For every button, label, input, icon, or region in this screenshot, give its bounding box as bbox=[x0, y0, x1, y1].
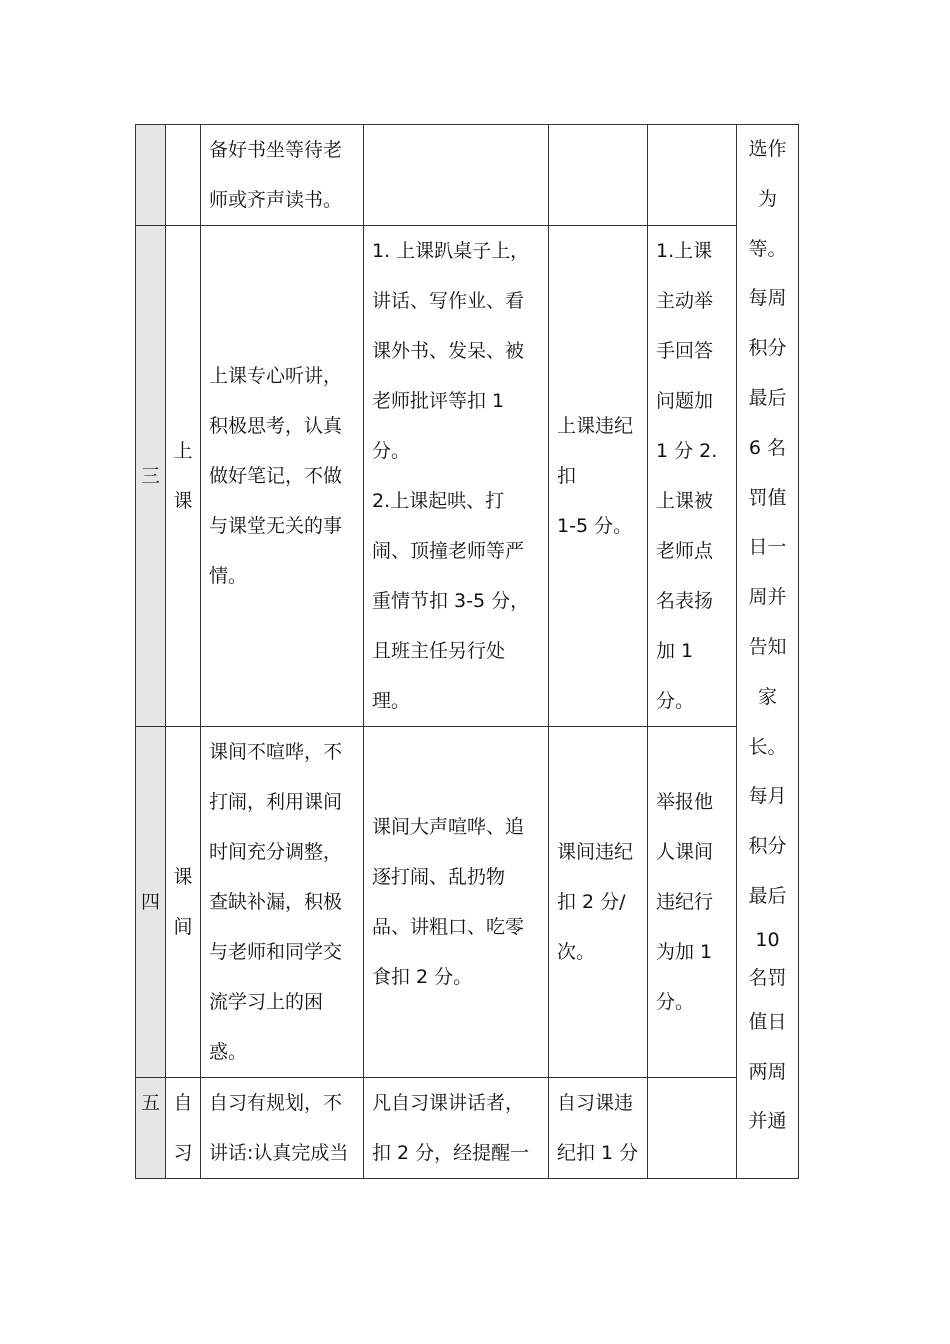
text-line: 最后 bbox=[748, 386, 787, 409]
text-line: 名表扬 bbox=[656, 590, 714, 612]
category-char: 课 bbox=[173, 490, 193, 512]
table-row-continuation bbox=[136, 125, 799, 226]
category-cell bbox=[166, 226, 201, 727]
bonus-cell bbox=[648, 226, 737, 727]
text-line: 分。 bbox=[656, 991, 695, 1013]
penalty-cell bbox=[549, 125, 648, 226]
text-line: 师或齐声读书。 bbox=[209, 189, 343, 211]
penalty-cell bbox=[549, 727, 648, 1078]
row-number-cell bbox=[136, 226, 166, 727]
text-line: 课间大声喧哗、追 bbox=[372, 816, 525, 838]
text-line: 逐打闹、乱扔物 bbox=[372, 866, 506, 888]
text-line: 讲话:认真完成当 bbox=[209, 1142, 349, 1164]
text-line: 值日 bbox=[748, 1010, 787, 1033]
text-line: 1 分 2. bbox=[656, 440, 718, 462]
deduction-cell bbox=[364, 1078, 549, 1179]
bonus-cell bbox=[648, 1078, 737, 1179]
text-line: 课间不喧哗，不 bbox=[209, 741, 343, 763]
text-line: 惑。 bbox=[209, 1041, 248, 1063]
text-line: 6 名 bbox=[748, 436, 787, 459]
text-line: 做好笔记，不做 bbox=[209, 465, 343, 487]
text-line: 理。 bbox=[372, 690, 411, 712]
text-line: 每月 bbox=[748, 785, 787, 808]
deduction-cell bbox=[364, 727, 549, 1078]
text-line: 纪扣 1 分 bbox=[557, 1142, 639, 1164]
category-cell bbox=[166, 727, 201, 1078]
text-line: 时间充分调整， bbox=[209, 841, 343, 863]
text-line: 闹、顶撞老师等严 bbox=[372, 540, 525, 562]
text-line: 为加 1 bbox=[656, 941, 713, 963]
category-cell bbox=[166, 125, 201, 226]
text-line: 每周 bbox=[748, 287, 787, 310]
text-line: 周并 bbox=[748, 586, 787, 609]
requirement-cell bbox=[201, 1078, 364, 1179]
text-line: 最后 bbox=[748, 884, 787, 907]
text-line: 日一 bbox=[748, 536, 787, 559]
row-number: 五 bbox=[140, 1092, 160, 1114]
category-char: 课 bbox=[173, 866, 193, 888]
text-line: 问题加 bbox=[656, 390, 714, 412]
deduction-cell bbox=[364, 125, 549, 226]
row-number-cell bbox=[136, 727, 166, 1078]
text-line: 流学习上的困 bbox=[209, 991, 324, 1013]
summary-cell bbox=[737, 125, 799, 1179]
text-line: 分。 bbox=[656, 690, 695, 712]
text-line: 扣 2 分/ bbox=[557, 891, 626, 913]
category-char: 习 bbox=[173, 1142, 193, 1164]
requirement-cell bbox=[201, 226, 364, 727]
text-line: 罚值 bbox=[748, 486, 787, 509]
text-line: 选作 bbox=[748, 138, 787, 160]
text-line: 等。 bbox=[748, 237, 787, 260]
text-line: 上课被 bbox=[656, 490, 714, 512]
bonus-cell bbox=[648, 727, 737, 1078]
rules-table bbox=[135, 124, 799, 1179]
text-line: 扣 2 分，经提醒一 bbox=[372, 1142, 530, 1164]
text-line: 查缺补漏，积极 bbox=[209, 891, 343, 913]
text-line: 1-5 分。 bbox=[557, 515, 633, 537]
category-char: 自 bbox=[173, 1092, 193, 1114]
text-line: 食扣 2 分。 bbox=[372, 966, 473, 988]
text-line: 人课间 bbox=[656, 841, 714, 863]
row-number-cell bbox=[136, 125, 166, 226]
text-line: 打闹，利用课间 bbox=[209, 791, 343, 813]
text-line: 自习有规划，不 bbox=[209, 1092, 343, 1114]
table-row-break bbox=[136, 727, 799, 1078]
penalty-cell bbox=[549, 1078, 648, 1179]
table-row-self-study bbox=[136, 1078, 799, 1179]
text-line: 老师批评等扣 1 bbox=[372, 390, 505, 412]
text-line: 课外书、发呆、被 bbox=[372, 340, 525, 362]
text-line: 讲话、写作业、看 bbox=[372, 290, 525, 312]
text-line: 举报他 bbox=[656, 791, 714, 813]
text-line: 长。 bbox=[748, 735, 787, 758]
text-line: 1. 上课趴桌子上， bbox=[372, 240, 530, 262]
text-line: 1.上课 bbox=[656, 240, 713, 262]
text-line: 积极思考，认真 bbox=[209, 415, 343, 437]
text-line: 分。 bbox=[372, 440, 411, 462]
text-line: 告知 bbox=[748, 635, 787, 658]
category-char: 间 bbox=[173, 916, 193, 938]
text-line: 备好书坐等待老 bbox=[209, 139, 343, 161]
penalty-cell bbox=[549, 226, 648, 727]
text-line: 与老师和同学交 bbox=[209, 941, 343, 963]
text-line: 加 1 bbox=[656, 640, 694, 662]
text-line: 2.上课起哄、打 bbox=[372, 490, 505, 512]
text-line: 两周 bbox=[748, 1060, 787, 1083]
text-line: 次。 bbox=[557, 941, 596, 963]
text-line: 手回答 bbox=[656, 340, 714, 362]
text-line: 上课专心听讲， bbox=[209, 365, 343, 387]
text-line: 并通 bbox=[748, 1110, 787, 1133]
text-line: 为 bbox=[757, 187, 777, 210]
row-number-cell bbox=[136, 1078, 166, 1179]
text-line: 上课违纪 bbox=[557, 415, 634, 437]
table-row-class bbox=[136, 226, 799, 727]
text-line: 扣 bbox=[557, 465, 577, 487]
text-line: 积分 bbox=[748, 835, 787, 858]
text-line: 老师点 bbox=[656, 540, 714, 562]
category-cell bbox=[166, 1078, 201, 1179]
bonus-cell bbox=[648, 125, 737, 226]
category-char: 上 bbox=[173, 440, 193, 462]
text-line: 10 bbox=[755, 928, 780, 951]
text-line: 自习课违 bbox=[557, 1092, 634, 1114]
text-line: 名罚 bbox=[748, 966, 787, 989]
text-line: 课间违纪 bbox=[557, 841, 634, 863]
text-line: 且班主任另行处 bbox=[372, 640, 506, 662]
text-line: 家 bbox=[757, 685, 777, 708]
text-line: 主动举 bbox=[656, 290, 714, 312]
requirement-cell bbox=[201, 727, 364, 1078]
text-line: 积分 bbox=[748, 337, 787, 360]
text-line: 凡自习课讲话者， bbox=[372, 1092, 525, 1114]
text-line: 与课堂无关的事 bbox=[209, 515, 343, 537]
text-line: 重情节扣 3-5 分， bbox=[372, 590, 530, 612]
requirement-cell bbox=[201, 125, 364, 226]
text-line: 违纪行 bbox=[656, 891, 714, 913]
row-number: 四 bbox=[140, 891, 160, 913]
text-line: 品、讲粗口、吃零 bbox=[372, 916, 525, 938]
row-number: 三 bbox=[140, 465, 160, 487]
text-line: 情。 bbox=[209, 565, 248, 587]
deduction-cell bbox=[364, 226, 549, 727]
